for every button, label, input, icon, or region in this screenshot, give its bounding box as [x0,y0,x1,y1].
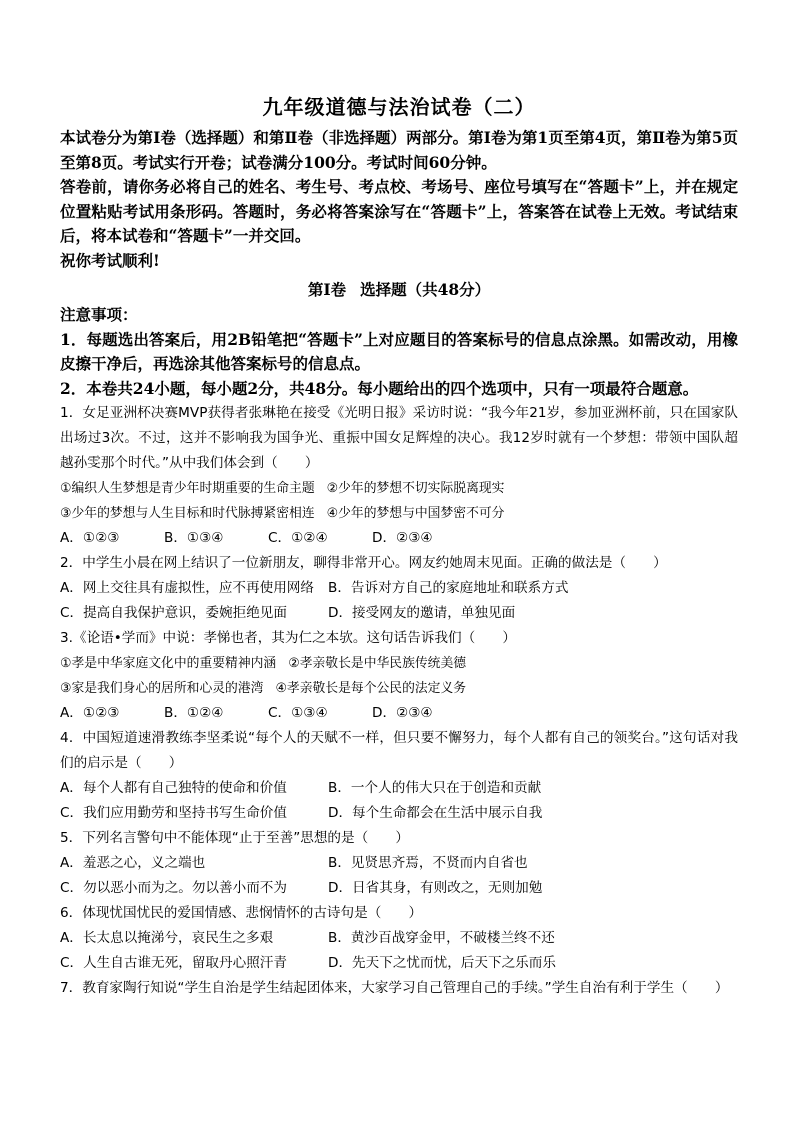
statement-row [60,476,738,501]
exam-page [60,92,738,1001]
intro-instructions: 答卷前，请你务必将自己的姓名、考生号、考点校、考场号、座位号填写在“答题卡”上，并在规定位置粘贴考试用条形码。答题时，务必将答案涂写在“答题卡”上，答案答在试卷上无效。考试结束后，将本试卷和“答题卡”一并交回。 [60,177,738,245]
option-d: D．接受网友的邀请，单独见面 [328,605,516,621]
option-row [60,876,738,901]
notice-item-1: 1．每题选出答案后，用2B铅笔把“答题卡”上对应题目的答案标号的信息点涂黑。如需改动，用橡皮擦干净后，再选涂其他答案标号的信息点。 [60,329,738,373]
option-row [60,776,738,801]
section-heading [60,277,738,303]
question-stem: 3.《论语•学而》中说：孝悌也者，其为仁之本欤。这句话告诉我们（ ） [60,630,516,646]
option-d: D．日省其身，有则改之，无则加勉 [328,880,543,896]
option-row [60,951,738,976]
option-a: A．每个人都有自己独特的使命和价值 [60,780,287,796]
option-row [60,701,738,726]
question-4 [60,726,738,826]
question-stem: 4．中国短道速滑教练李坚柔说“每个人的天赋不一样，但只要不懈努力，每个人都有自己的领奖台。”这句话对我们的启示是（ ） [60,730,738,771]
option-c: C．提高自我保护意识，委婉拒绝见面 [60,605,287,621]
option-a: A．①②③ [60,705,120,721]
option-d: D．先天下之忧而忧，后天下之乐而乐 [328,955,556,971]
option-d: D．②③④ [372,530,433,546]
option-row [60,601,738,626]
question-stem: 2．中学生小晨在网上结识了一位新朋友，聊得非常开心。网友约她周末见面。正确的做法是（ ） [60,555,667,571]
statement-row [60,501,738,526]
option-d: D．每个生命都会在生活中展示自我 [328,805,543,821]
option-c: C．人生自古谁无死，留取丹心照汗青 [60,955,287,971]
statement-row [60,676,738,701]
option-row [60,526,738,551]
question-5 [60,826,738,901]
exam-title: 九年级道德与法治试卷（二） [262,95,536,119]
notice-heading: 注意事项： [60,305,138,324]
statement: ④孝亲敬长是每个公民的法定义务 [275,681,467,696]
statement: ②少年的梦想不切实际脱离现实 [326,481,505,496]
option-b: B．①②④ [164,705,224,721]
option-a: A．网上交往具有虚拟性，应不再使用网络 [60,580,314,596]
option-c: C．①③④ [268,705,328,721]
question-stem: 6．体现忧国忧民的爱国情感、悲悯情怀的古诗句是（ ） [60,905,423,921]
question-2 [60,551,738,626]
option-b: B．一个人的伟大只在于创造和贡献 [328,780,542,796]
option-row [60,801,738,826]
option-d: D．②③④ [372,705,433,721]
option-b: B．告诉对方自己的家庭地址和联系方式 [328,580,569,596]
option-b: B．黄沙百战穿金甲，不破楼兰终不还 [328,930,555,946]
option-row [60,926,738,951]
option-c: C．我们应用勤劳和坚持书写生命价值 [60,805,287,821]
question-stem: 7．教育家陶行知说“学生自治是学生结起团体来，大家学习自己管理自己的手续。”学生自治有利于学生（ ） [60,980,729,996]
question-3 [60,626,738,726]
option-a: A．羞恶之心，义之端也 [60,855,206,871]
option-row [60,851,738,876]
statement: ③家是我们身心的居所和心灵的港湾 [60,681,264,696]
option-c: C．①②④ [268,530,328,546]
statement: ④少年的梦想与中国梦密不可分 [326,506,505,521]
question-7 [60,976,738,1001]
statement: ②孝亲敬长是中华民族传统美德 [288,656,467,671]
intro-wishes: 祝你考试顺利! [60,250,160,270]
statement: ③少年的梦想与人生目标和时代脉搏紧密相连 [60,506,315,521]
section-name: 选择题（共48分） [360,280,491,299]
question-6 [60,901,738,976]
option-row [60,576,738,601]
option-b: B．见贤思齐焉，不贤而内自省也 [328,855,528,871]
intro-structure: 本试卷分为第Ⅰ卷（选择题）和第Ⅱ卷（非选择题）两部分。第Ⅰ卷为第1页至第4页，第Ⅱ卷为第5页至第8页。考试实行开卷；试卷满分100分。考试时间60分钟。 [60,128,738,172]
notice-item-2: 2．本卷共24小题，每小题2分，共48分。每小题给出的四个选项中，只有一项最符合题意。 [60,378,699,398]
statement: ①孝是中华家庭文化中的重要精神内涵 [60,656,277,671]
statement: ①编织人生梦想是青少年时期重要的生命主题 [60,481,315,496]
question-1 [60,401,738,551]
option-a: A．长太息以掩涕兮，哀民生之多艰 [60,930,274,946]
section-part: 第Ⅰ卷 [307,280,347,299]
option-b: B．①③④ [164,530,224,546]
question-stem: 5．下列名言警句中不能体现“止于至善”思想的是（ ） [60,830,409,846]
statement-row [60,651,738,676]
question-stem: 1．女足亚洲杯决赛MVP获得者张琳艳在接受《光明日报》采访时说：“我今年21岁，参加亚洲杯前，只在国家队出场过3次。不过，这并不影响我为国争光、重振中国女足辉煌的决心。我12岁时就有一个梦想：带领中国队超越孙雯那个时代。”从中我们体会到（ ） [60,405,738,471]
option-c: C．勿以恶小而为之。勿以善小而不为 [60,880,287,896]
option-a: A．①②③ [60,530,120,546]
